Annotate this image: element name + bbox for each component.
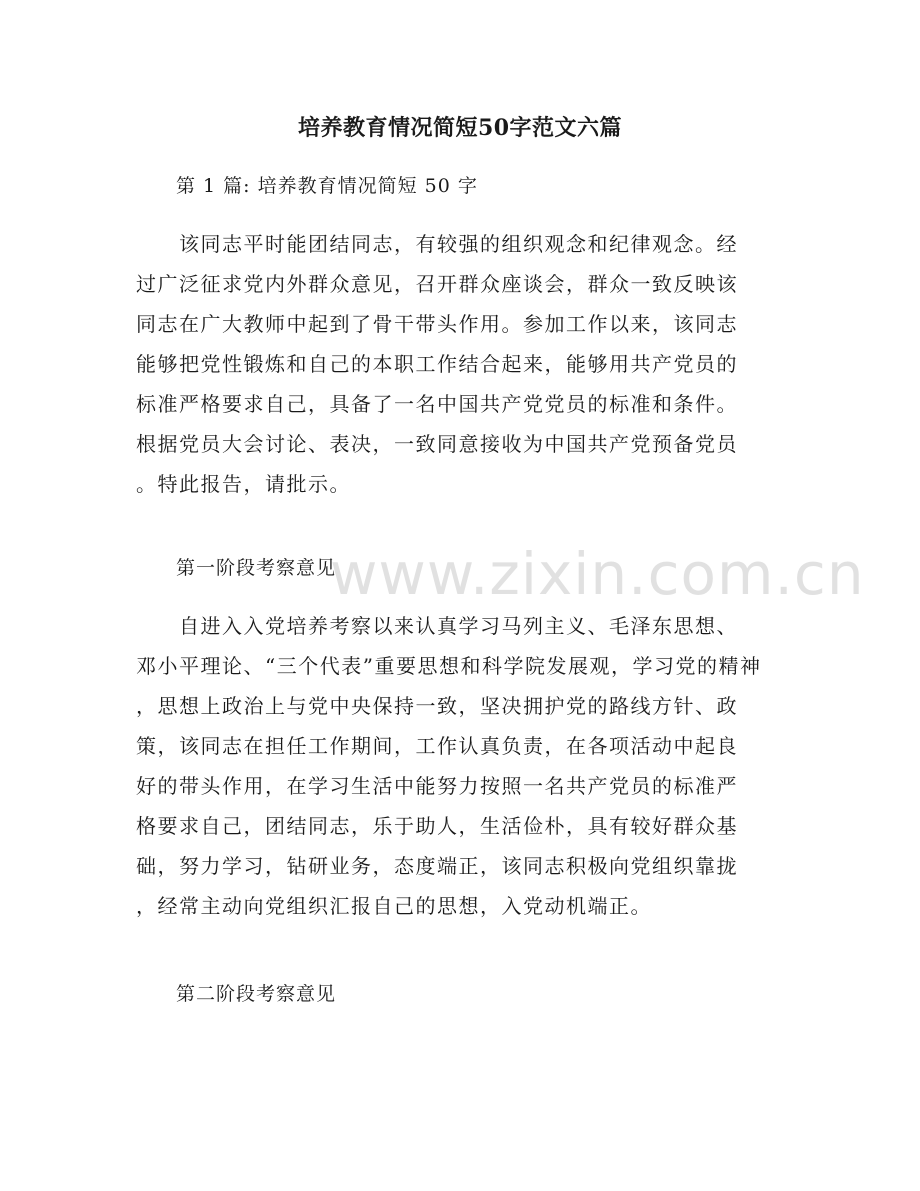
paragraph-line: ，思想上政治上与党中央保持一致，坚决拥护党的路线方针、政: [136, 694, 738, 718]
paragraph-line: 根据党员大会讨论、表决，一致同意接收为中国共产党预备党员: [136, 432, 738, 456]
paragraph-2: [136, 606, 784, 926]
paragraph-line: 好的带头作用，在学习生活中能努力按照一名共产党员的标准严: [136, 774, 738, 798]
paragraph-line: 自进入入党培养考察以来认真学习马列主义、毛泽东思想、: [136, 614, 738, 638]
paragraph-line: 。特此报告，请批示。: [136, 472, 351, 496]
paragraph-line: 能够把党性锻炼和自己的本职工作结合起来，能够用共产党员的: [136, 352, 738, 376]
watermark: www.zixin.com.cn: [330, 540, 865, 608]
paragraph-line: 该同志平时能团结同志，有较强的组织观念和纪律观念。经: [136, 232, 738, 256]
paragraph-line: 础，努力学习，钻研业务，态度端正，该同志积极向党组织靠拢: [136, 854, 738, 878]
section-heading-1: 第 1 篇: 培养教育情况简短 50 字: [176, 175, 478, 197]
paragraph-1: [136, 224, 784, 504]
paragraph-line: 同志在广大教师中起到了骨干带头作用。参加工作以来，该同志: [136, 312, 738, 336]
paragraph-line: 策，该同志在担任工作期间，工作认真负责，在各项活动中起良: [136, 734, 738, 758]
stage-1-heading: 第一阶段考察意见: [176, 557, 337, 579]
stage-2-heading: 第二阶段考察意见: [176, 983, 337, 1005]
paragraph-line: 邓小平理论、“三个代表”重要思想和科学院发展观，学习党的精神: [136, 654, 762, 678]
paragraph-line: 过广泛征求党内外群众意见，召开群众座谈会，群众一致反映该: [136, 272, 738, 296]
paragraph-line: 格要求自己，团结同志，乐于助人，生活俭朴，具有较好群众基: [136, 814, 738, 838]
paragraph-line: ，经常主动向党组织汇报自己的思想，入党动机端正。: [136, 894, 652, 918]
paragraph-line: 标准严格要求自己，具备了一名中国共产党党员的标准和条件。: [136, 392, 738, 416]
document-title: 培养教育情况简短50字范文六篇: [297, 115, 623, 141]
